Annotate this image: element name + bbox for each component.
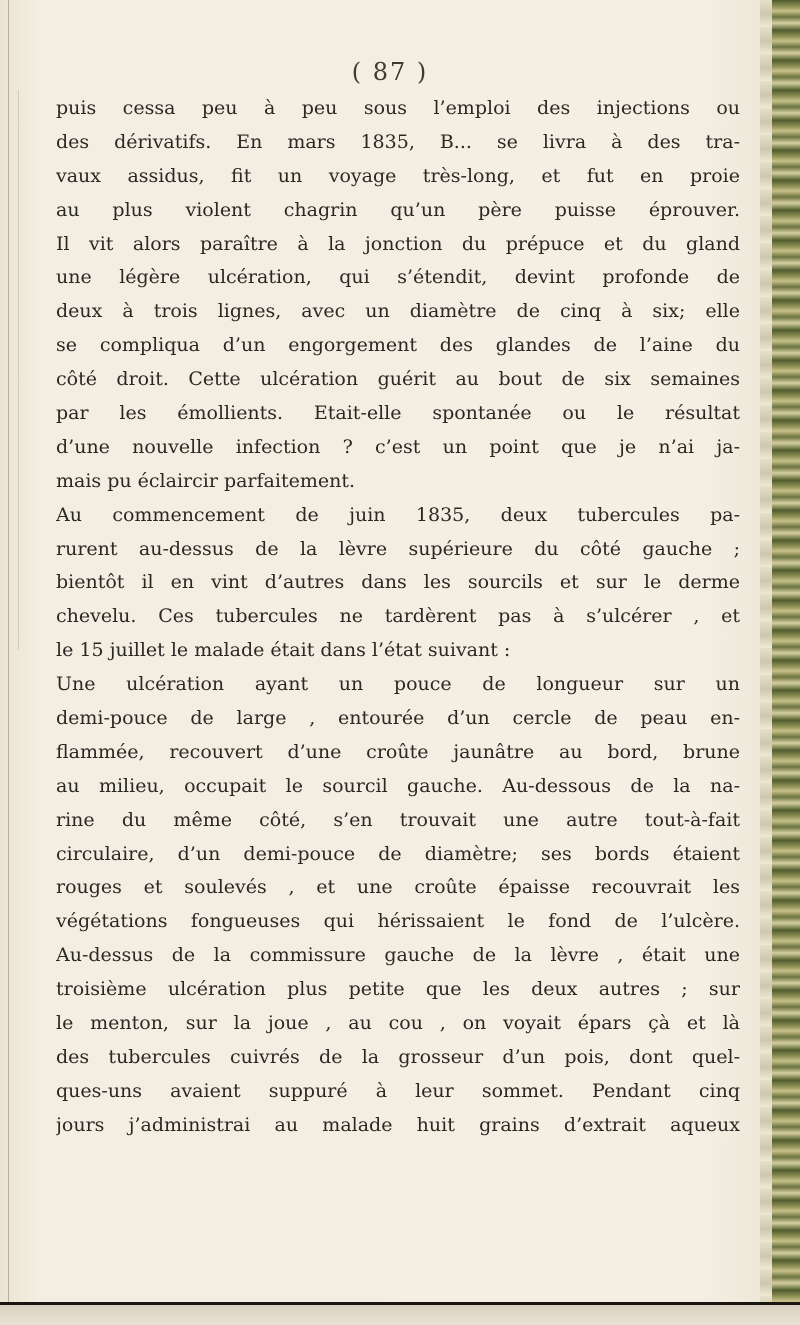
text-line: puis cessa peu à peu sous l’emploi des injections ou (56, 97, 740, 119)
text-line: Au commencement de juin 1835, deux tubercules pa- (56, 503, 740, 526)
body-text (56, 92, 740, 1143)
bottom-shadow (0, 1305, 800, 1325)
text-line: une légère ulcération, qui s’étendit, devint profonde de (56, 266, 740, 289)
book-edge-strip (772, 0, 800, 1325)
text-line: jours j’administrai au malade huit grains d’extrait aqueux (56, 1113, 740, 1136)
text-line: au plus violent chagrin qu’un père puisse éprouver. (56, 198, 740, 221)
text-line: circulaire, d’un demi-pouce de diamètre; ses bords étaient (56, 842, 740, 865)
text-line: Au-dessus de la commissure gauche de la lèvre , était une (56, 944, 740, 967)
text-line: mais pu éclaircir parfaitement. (56, 469, 355, 492)
text-line: Une ulcération ayant un pouce de longueur sur un (56, 673, 740, 696)
text-line: rouges et soulevés , et une croûte épaisse recouvrait les (56, 876, 740, 899)
text-line: chevelu. Ces tubercules ne tardèrent pas à s’ulcérer , et (56, 605, 740, 628)
text-line: végétations fongueuses qui hérissaient le fond de l’ulcère. (56, 910, 740, 933)
binding-edge-line (8, 0, 9, 1325)
text-line: troisième ulcération plus petite que les deux autres ; sur (56, 978, 740, 1001)
text-line: au milieu, occupait le sourcil gauche. Au-dessous de la na- (56, 774, 740, 797)
text-line: le 15 juillet le malade était dans l’état suivant : (56, 639, 511, 662)
text-line: côté droit. Cette ulcération guérit au bout de six semaines (56, 368, 740, 391)
text-line: se compliqua d’un engorgement des glandes de l’aine du (56, 334, 740, 357)
text-line: d’une nouvelle infection ? c’est un point que je n’ai ja- (56, 435, 740, 458)
text-line: bientôt il en vint d’autres dans les sourcils et sur le derme (56, 571, 740, 594)
text-line: deux à trois lignes, avec un diamètre de cinq à six; elle (56, 300, 740, 323)
text-line: flammée, recouvert d’une croûte jaunâtre au bord, brune (56, 740, 740, 763)
text-line: rurent au-dessus de la lèvre supérieure du côté gauche ; (56, 537, 740, 560)
bottom-edge-line (0, 1302, 800, 1305)
page-edge-shadow (760, 0, 772, 1325)
page-number: ( 87 ) (351, 58, 429, 86)
text-line: ques-uns avaient suppuré à leur sommet. Pendant cinq (56, 1079, 740, 1102)
text-line: des dérivatifs. En mars 1835, B... se livra à des tra- (56, 130, 740, 153)
text-line: Il vit alors paraître à la jonction du prépuce et du gland (56, 232, 740, 255)
page-shadow-line (18, 90, 19, 650)
text-line: vaux assidus, fit un voyage très-long, et fut en proie (56, 164, 740, 187)
text-line: des tubercules cuivrés de la grosseur d’un pois, dont quel- (56, 1045, 740, 1068)
text-line: rine du même côté, s’en trouvait une autre tout-à-fait (56, 808, 740, 831)
text-line: par les émollients. Etait-elle spontanée ou le résultat (56, 402, 740, 425)
text-line: demi-pouce de large , entourée d’un cercle de peau en- (56, 707, 740, 730)
text-line: le menton, sur la joue , au cou , on voyait épars çà et là (56, 1012, 740, 1035)
